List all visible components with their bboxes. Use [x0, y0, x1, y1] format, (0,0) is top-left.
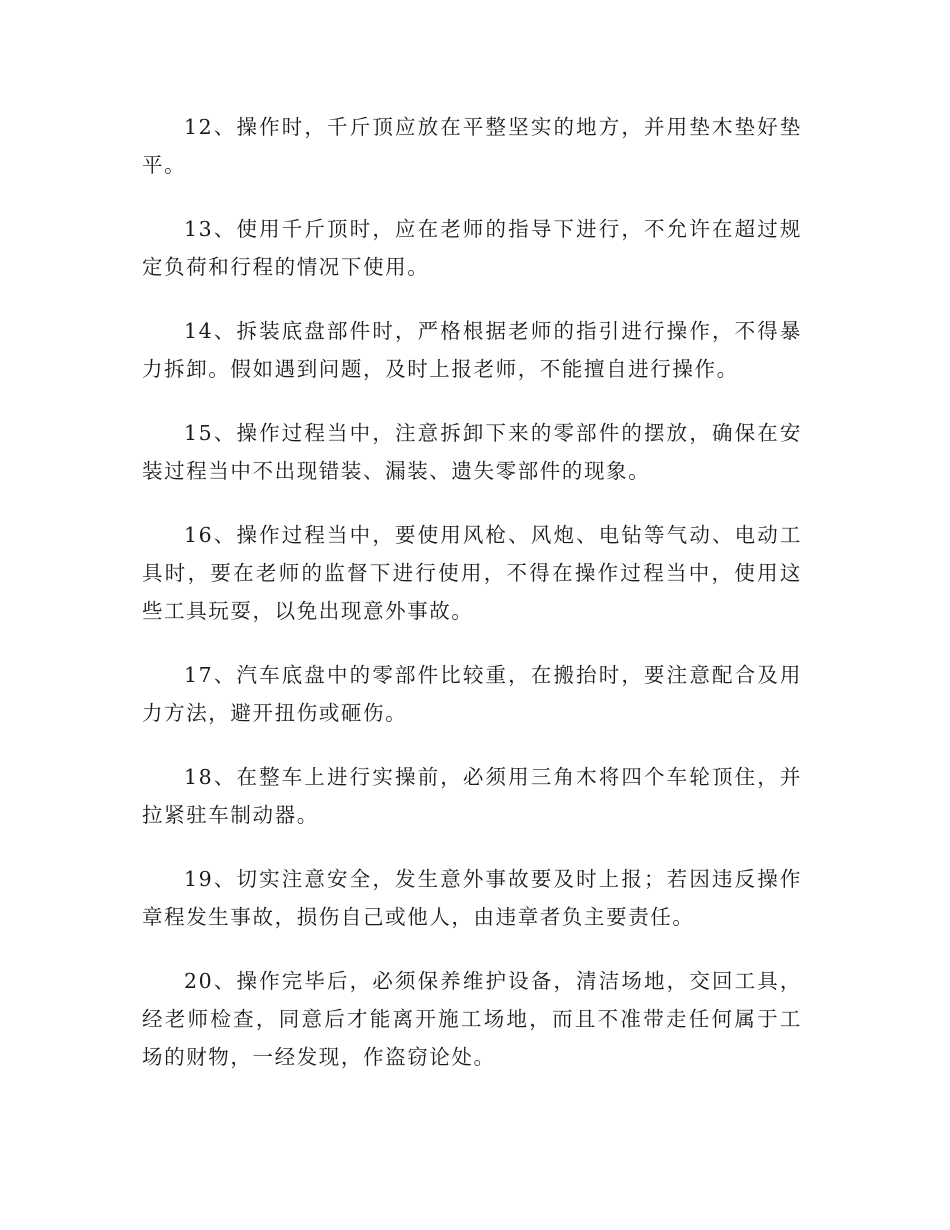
paragraph-rule-16: 16、操作过程当中，要使用风枪、风炮、电钻等气动、电动工具时，要在老师的监督下进行使用，不得在操作过程当中，使用这些工具玩耍，以免出现意外事故。	[142, 523, 802, 623]
paragraph-rule-19: 19、切实注意安全，发生意外事故要及时上报；若因违反操作章程发生事故，损伤自己或他人，由违章者负主要责任。	[142, 867, 802, 929]
document-body	[142, 108, 802, 1102]
paragraph-rule-20: 20、操作完毕后，必须保养维护设备，清洁场地，交回工具，经老师检查，同意后才能离开施工场地，而且不准带走任何属于工场的财物，一经发现，作盗窃论处。	[142, 969, 802, 1069]
paragraph-rule-15: 15、操作过程当中，注意拆卸下来的零部件的摆放，确保在安装过程当中不出现错装、漏装、遗失零部件的现象。	[142, 421, 802, 483]
paragraph-rule-17: 17、汽车底盘中的零部件比较重，在搬抬时，要注意配合及用力方法，避开扭伤或砸伤。	[142, 663, 802, 725]
paragraph-rule-13: 13、使用千斤顶时，应在老师的指导下进行，不允许在超过规定负荷和行程的情况下使用。	[142, 217, 802, 279]
paragraph-rule-12: 12、操作时，千斤顶应放在平整坚实的地方，并用垫木垫好垫平。	[142, 115, 802, 177]
paragraph-rule-14: 14、拆装底盘部件时，严格根据老师的指引进行操作，不得暴力拆卸。假如遇到问题，及时上报老师，不能擅自进行操作。	[142, 319, 802, 381]
paragraph-rule-18: 18、在整车上进行实操前，必须用三角木将四个车轮顶住，并拉紧驻车制动器。	[142, 765, 802, 827]
